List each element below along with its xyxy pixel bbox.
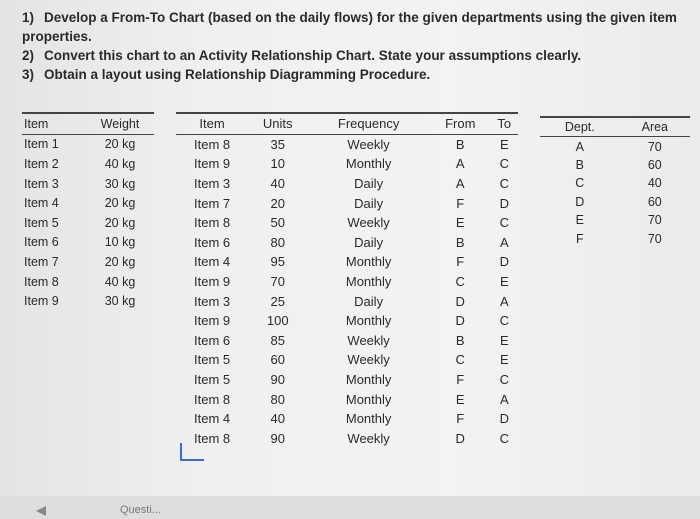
table-row <box>176 389 518 409</box>
cell-item: Item 3 <box>194 293 231 309</box>
cell-frequency: Monthly <box>345 156 392 172</box>
table-row <box>176 350 518 370</box>
cell-to: D <box>499 411 509 427</box>
cell-to: D <box>499 195 509 211</box>
table-row <box>176 252 518 272</box>
cell-item: Item 8 <box>24 274 59 289</box>
cell-frequency: Weekly <box>347 215 390 231</box>
cell-item: Item 9 <box>194 156 231 172</box>
cell-from: E <box>455 391 465 407</box>
table-row <box>540 174 690 192</box>
cell-dept: C <box>575 176 585 191</box>
cell-frequency: Daily <box>354 293 384 309</box>
bottom-toolbar <box>0 496 700 519</box>
header-to: To <box>497 116 512 132</box>
table-row <box>176 272 518 292</box>
question-number: 2) <box>22 48 35 63</box>
cell-units: 95 <box>270 254 285 270</box>
cell-frequency: Daily <box>354 195 384 211</box>
question-1-continuation <box>22 27 682 46</box>
table-row <box>540 156 690 174</box>
cell-units: 50 <box>270 215 285 231</box>
cell-units: 40 <box>270 176 285 192</box>
table-row <box>176 429 518 449</box>
table-row <box>540 229 690 247</box>
cell-weight: 40 kg <box>104 274 136 289</box>
table-header-row <box>22 113 154 134</box>
cell-to: C <box>499 215 509 231</box>
cell-to: E <box>499 332 509 348</box>
header-area: Area <box>641 120 669 135</box>
question-text: Develop a From-To Chart (based on the daily flows) for the given departments using the given item <box>44 10 677 25</box>
cell-units: 80 <box>270 391 285 407</box>
cell-to: A <box>499 391 509 407</box>
partial-question-label: Questi... <box>120 504 161 516</box>
cell-item: Item 2 <box>24 156 59 171</box>
cell-units: 10 <box>270 156 285 172</box>
table-row <box>540 211 690 229</box>
table-row <box>22 193 154 213</box>
cell-from: D <box>455 293 465 309</box>
cell-dept: F <box>576 231 584 246</box>
table-row <box>22 233 154 253</box>
cell-from: F <box>456 372 465 388</box>
cell-item: Item 3 <box>24 176 59 191</box>
cell-item: Item 9 <box>194 313 231 329</box>
table-row <box>22 174 154 194</box>
cell-dept: A <box>575 139 584 154</box>
question-text: Obtain a layout using Relationship Diagramming Procedure. <box>44 67 431 82</box>
question-2 <box>22 46 682 65</box>
cell-from: D <box>455 313 465 329</box>
cell-item: Item 9 <box>24 294 59 309</box>
cell-item: Item 4 <box>24 196 59 211</box>
cell-weight: 20 kg <box>104 137 136 152</box>
cell-units: 20 <box>270 195 285 211</box>
cell-weight: 30 kg <box>104 176 136 191</box>
cell-units: 35 <box>270 136 285 152</box>
cell-item: Item 8 <box>194 430 231 446</box>
cell-frequency: Monthly <box>345 372 392 388</box>
cell-item: Item 4 <box>194 254 231 270</box>
table-row <box>176 213 518 233</box>
cell-dept: B <box>575 157 584 172</box>
cell-units: 90 <box>270 372 285 388</box>
cell-weight: 20 kg <box>104 254 136 269</box>
cell-item: Item 5 <box>24 215 59 230</box>
table-row <box>176 311 518 331</box>
cell-to: E <box>499 352 509 368</box>
header-frequency: Frequency <box>337 116 400 132</box>
cell-from: B <box>455 332 465 348</box>
cell-from: C <box>455 274 465 290</box>
table-row <box>22 213 154 233</box>
cell-to: E <box>499 136 509 152</box>
question-3 <box>22 65 682 84</box>
cell-to: C <box>499 430 509 446</box>
cell-to: C <box>499 372 509 388</box>
cell-units: 40 <box>270 411 285 427</box>
cell-units: 80 <box>270 234 285 250</box>
cell-from: C <box>455 352 465 368</box>
question-number: 3) <box>22 67 35 82</box>
header-item: Item <box>24 116 49 131</box>
cell-item: Item 5 <box>194 352 231 368</box>
cell-units: 25 <box>270 293 285 309</box>
header-weight: Weight <box>100 116 140 131</box>
table-row <box>540 193 690 211</box>
table-row <box>176 193 518 213</box>
cell-dept: D <box>575 194 585 209</box>
cell-item: Item 8 <box>194 215 231 231</box>
table-row <box>22 154 154 174</box>
cell-item: Item 5 <box>194 372 231 388</box>
cell-item: Item 3 <box>194 176 231 192</box>
header-from: From <box>445 116 476 132</box>
cell-from: B <box>455 234 465 250</box>
table-row <box>22 272 154 292</box>
table-header-row <box>540 117 690 137</box>
cell-dept: E <box>575 213 584 228</box>
table-row <box>176 331 518 351</box>
question-list <box>22 8 682 84</box>
cell-item: Item 7 <box>194 195 231 211</box>
header-dept: Dept. <box>564 120 595 135</box>
cell-frequency: Weekly <box>347 352 390 368</box>
cell-from: F <box>456 411 465 427</box>
cell-item: Item 9 <box>194 274 231 290</box>
cell-from: A <box>455 176 465 192</box>
cell-weight: 20 kg <box>104 196 136 211</box>
cell-item: Item 4 <box>194 411 231 427</box>
cell-area: 70 <box>647 213 662 228</box>
cell-item: Item 8 <box>194 136 231 152</box>
cell-frequency: Monthly <box>345 411 392 427</box>
question-text: Convert this chart to an Activity Relationship Chart. State your assumptions clearly. <box>44 48 582 63</box>
cell-weight: 20 kg <box>104 215 136 230</box>
table-row <box>540 137 690 156</box>
cell-to: C <box>499 313 509 329</box>
dept-area-table <box>540 116 690 248</box>
cell-to: D <box>499 254 509 270</box>
cell-area: 70 <box>647 139 662 154</box>
question-number: 1) <box>22 10 35 25</box>
table-row <box>176 370 518 390</box>
cell-item: Item 7 <box>24 254 59 269</box>
cell-area: 60 <box>647 157 662 172</box>
cell-to: C <box>499 176 509 192</box>
cell-to: E <box>499 274 509 290</box>
cell-frequency: Weekly <box>347 136 390 152</box>
cell-item: Item 1 <box>24 137 59 152</box>
cell-weight: 40 kg <box>104 156 136 171</box>
cell-to: C <box>499 156 509 172</box>
cell-weight: 30 kg <box>104 294 136 309</box>
cell-frequency: Monthly <box>345 313 392 329</box>
cell-item: Item 6 <box>194 234 231 250</box>
cell-area: 40 <box>647 176 662 191</box>
question-text: properties. <box>22 29 92 44</box>
table-row <box>176 291 518 311</box>
cell-units: 60 <box>270 352 285 368</box>
cell-to: A <box>499 293 509 309</box>
table-row <box>176 233 518 253</box>
table-row <box>176 174 518 194</box>
cell-item: Item 8 <box>194 391 231 407</box>
cell-weight: 10 kg <box>104 235 136 250</box>
header-units: Units <box>262 116 293 132</box>
cell-frequency: Weekly <box>347 430 390 446</box>
cell-item: Item 6 <box>24 235 59 250</box>
table-row <box>176 134 518 154</box>
cell-from: B <box>455 136 465 152</box>
cell-frequency: Monthly <box>345 254 392 270</box>
cell-from: E <box>455 215 465 231</box>
cell-frequency: Monthly <box>345 391 392 407</box>
cursor-bracket <box>180 443 204 461</box>
cell-frequency: Monthly <box>345 274 392 290</box>
cell-from: D <box>455 430 465 446</box>
cell-units: 90 <box>270 430 285 446</box>
table-row <box>176 409 518 429</box>
table-row <box>22 134 154 154</box>
cell-from: F <box>456 254 465 270</box>
cell-area: 70 <box>647 231 662 246</box>
cell-units: 70 <box>270 274 285 290</box>
header-item: Item <box>199 116 225 132</box>
cell-to: A <box>499 234 509 250</box>
table-row <box>22 291 154 311</box>
cell-from: A <box>455 156 465 172</box>
question-1 <box>22 8 682 27</box>
cell-units: 100 <box>266 313 289 329</box>
cell-area: 60 <box>647 194 662 209</box>
cell-frequency: Daily <box>354 234 384 250</box>
cell-item: Item 6 <box>194 332 231 348</box>
flows-table <box>176 112 518 448</box>
item-weight-table <box>22 112 154 311</box>
cell-frequency: Weekly <box>347 332 390 348</box>
table-row <box>176 154 518 174</box>
cell-frequency: Daily <box>354 176 384 192</box>
table-header-row <box>176 113 518 134</box>
cell-units: 85 <box>270 332 285 348</box>
cell-from: F <box>456 195 465 211</box>
table-row <box>22 252 154 272</box>
